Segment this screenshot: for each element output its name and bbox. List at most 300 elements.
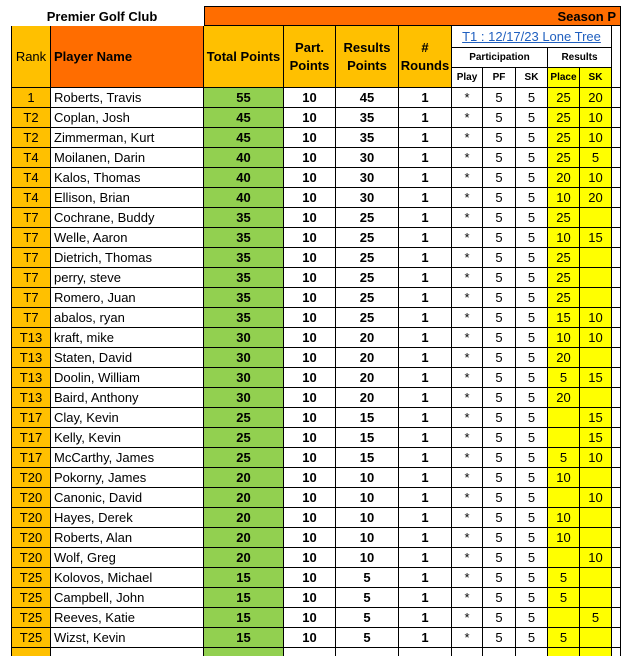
rank-cell: T25 (11, 628, 51, 648)
sk2-cell: 10 (580, 548, 612, 568)
player-name-cell: Hayes, Derek (51, 508, 204, 528)
sk2-cell: 15 (580, 228, 612, 248)
total-points-cell: 20 (204, 548, 284, 568)
rounds-cell: 1 (399, 508, 452, 528)
part-points-cell: 10 (284, 108, 336, 128)
total-points-cell: 35 (204, 208, 284, 228)
blank-edge-cell (612, 248, 621, 268)
total-points-cell: 20 (204, 488, 284, 508)
rounds-cell: 1 (399, 188, 452, 208)
rank-cell: T4 (11, 148, 51, 168)
results-points-cell: 10 (336, 488, 399, 508)
player-name-cell: Reeves, Katie (51, 608, 204, 628)
play-cell: * (452, 468, 483, 488)
part-points-cell: 10 (284, 608, 336, 628)
blank-edge-cell (612, 428, 621, 448)
rank-cell: T17 (11, 408, 51, 428)
part-points-cell: 10 (284, 408, 336, 428)
rank-cell: T25 (11, 588, 51, 608)
total-points-cell: 15 (204, 628, 284, 648)
sk2-cell: 10 (580, 168, 612, 188)
rounds-cell: 1 (399, 608, 452, 628)
total-points-cell: 30 (204, 388, 284, 408)
pf-cell: 5 (483, 468, 516, 488)
total-points-cell: 20 (204, 508, 284, 528)
pf-cell: 5 (483, 148, 516, 168)
results-points-cell: 25 (336, 308, 399, 328)
place-cell: 25 (548, 288, 580, 308)
rank-cell: T4 (11, 168, 51, 188)
results-points-header: Results Points (336, 26, 399, 88)
player-name-header: Player Name (51, 26, 204, 88)
total-points-cell: 30 (204, 328, 284, 348)
blank-edge-cell (612, 388, 621, 408)
rank-cell: T17 (11, 428, 51, 448)
rounds-cell: 1 (399, 528, 452, 548)
sk-cell: 5 (516, 188, 548, 208)
sk-cell: 5 (516, 628, 548, 648)
pf-cell: 5 (483, 208, 516, 228)
total-points-cell: 45 (204, 128, 284, 148)
sk-cell: 5 (516, 548, 548, 568)
sk-cell: 5 (516, 408, 548, 428)
rank-cell: T7 (11, 228, 51, 248)
total-points-cell: 35 (204, 308, 284, 328)
sk2-cell: 20 (580, 88, 612, 108)
rounds-cell: 1 (399, 168, 452, 188)
place-cell (548, 608, 580, 628)
sk-cell: 5 (516, 148, 548, 168)
results-points-cell: 10 (336, 508, 399, 528)
part-points-cell: 10 (284, 368, 336, 388)
results-group-header: Results (548, 48, 612, 68)
results-points-cell: 5 (336, 588, 399, 608)
rank-cell: T13 (11, 388, 51, 408)
rounds-cell: 1 (399, 428, 452, 448)
part-points-header: Part. Points (284, 26, 336, 88)
blank-edge-cell (612, 188, 621, 208)
play-cell: * (452, 528, 483, 548)
blank-edge-cell (612, 128, 621, 148)
cutoff-row-cell (284, 648, 336, 656)
player-name-cell: Kelly, Kevin (51, 428, 204, 448)
sk2-cell: 20 (580, 188, 612, 208)
blank-edge-cell (612, 368, 621, 388)
sk2-cell (580, 528, 612, 548)
total-points-cell: 40 (204, 188, 284, 208)
blank-edge-cell (612, 208, 621, 228)
part-points-cell: 10 (284, 88, 336, 108)
play-cell: * (452, 128, 483, 148)
results-points-cell: 35 (336, 108, 399, 128)
rounds-cell: 1 (399, 148, 452, 168)
part-points-cell: 10 (284, 588, 336, 608)
play-cell: * (452, 628, 483, 648)
total-points-cell: 35 (204, 228, 284, 248)
sk2-cell: 15 (580, 368, 612, 388)
player-name-cell: Roberts, Travis (51, 88, 204, 108)
place-cell: 25 (548, 208, 580, 228)
play-cell: * (452, 208, 483, 228)
player-name-cell: Roberts, Alan (51, 528, 204, 548)
club-title: Premier Golf Club (46, 8, 158, 24)
sk2-cell: 10 (580, 108, 612, 128)
play-cell: * (452, 488, 483, 508)
results-points-cell: 25 (336, 208, 399, 228)
rounds-cell: 1 (399, 128, 452, 148)
place-cell: 5 (548, 628, 580, 648)
rounds-cell: 1 (399, 108, 452, 128)
play-header: Play (452, 68, 483, 88)
results-points-cell: 5 (336, 568, 399, 588)
results-points-cell: 15 (336, 428, 399, 448)
player-name-cell: Welle, Aaron (51, 228, 204, 248)
part-points-cell: 10 (284, 328, 336, 348)
rank-cell: T20 (11, 508, 51, 528)
part-points-cell: 10 (284, 228, 336, 248)
total-points-cell: 40 (204, 168, 284, 188)
results-points-cell: 35 (336, 128, 399, 148)
pf-cell: 5 (483, 428, 516, 448)
sk2-cell: 10 (580, 488, 612, 508)
sk2-cell (580, 468, 612, 488)
place-cell: 5 (548, 588, 580, 608)
rounds-cell: 1 (399, 288, 452, 308)
blank-edge-cell (612, 548, 621, 568)
place-cell (548, 548, 580, 568)
cutoff-row-cell (51, 648, 204, 656)
place-cell: 20 (548, 388, 580, 408)
player-name-cell: Campbell, John (51, 588, 204, 608)
results-points-cell: 10 (336, 468, 399, 488)
part-points-cell: 10 (284, 508, 336, 528)
part-points-cell: 10 (284, 208, 336, 228)
cutoff-row-cell (483, 648, 516, 656)
rounds-cell: 1 (399, 408, 452, 428)
player-name-cell: Staten, David (51, 348, 204, 368)
rank-cell: T7 (11, 288, 51, 308)
play-cell: * (452, 348, 483, 368)
sk2-cell (580, 568, 612, 588)
sk-cell: 5 (516, 108, 548, 128)
rank-cell: T13 (11, 348, 51, 368)
sk-cell: 5 (516, 568, 548, 588)
part-points-cell: 10 (284, 628, 336, 648)
total-points-cell: 55 (204, 88, 284, 108)
rounds-cell: 1 (399, 308, 452, 328)
part-points-cell: 10 (284, 288, 336, 308)
results-points-cell: 5 (336, 628, 399, 648)
sk2-cell: 5 (580, 608, 612, 628)
place-cell: 25 (548, 268, 580, 288)
cutoff-row-cell (399, 648, 452, 656)
sk-cell: 5 (516, 368, 548, 388)
place-cell: 10 (548, 508, 580, 528)
sk-cell: 5 (516, 348, 548, 368)
event-link[interactable]: T1 : 12/17/23 Lone Tree (462, 29, 601, 44)
place-cell: 10 (548, 228, 580, 248)
sk2-cell (580, 588, 612, 608)
play-cell: * (452, 368, 483, 388)
sk2-cell (580, 208, 612, 228)
pf-cell: 5 (483, 488, 516, 508)
blank-edge-cell (612, 168, 621, 188)
results-points-cell: 25 (336, 268, 399, 288)
total-points-cell: 25 (204, 408, 284, 428)
rounds-cell: 1 (399, 208, 452, 228)
player-name-cell: Ellison, Brian (51, 188, 204, 208)
part-points-cell: 10 (284, 188, 336, 208)
player-name-cell: Wizst, Kevin (51, 628, 204, 648)
blank-edge-cell (612, 288, 621, 308)
cutoff-row-cell (580, 648, 612, 656)
player-name-cell: Doolin, William (51, 368, 204, 388)
rank-cell: T20 (11, 488, 51, 508)
results-points-cell: 25 (336, 248, 399, 268)
rounds-cell: 1 (399, 328, 452, 348)
rank-cell: T7 (11, 268, 51, 288)
play-cell: * (452, 608, 483, 628)
blank-edge-cell (612, 568, 621, 588)
rank-cell: T7 (11, 208, 51, 228)
pf-cell: 5 (483, 548, 516, 568)
play-cell: * (452, 108, 483, 128)
pf-cell: 5 (483, 288, 516, 308)
total-points-cell: 45 (204, 108, 284, 128)
part-points-cell: 10 (284, 568, 336, 588)
sk2-cell: 10 (580, 128, 612, 148)
play-cell: * (452, 588, 483, 608)
player-name-cell: McCarthy, James (51, 448, 204, 468)
play-cell: * (452, 308, 483, 328)
total-points-cell: 15 (204, 608, 284, 628)
pf-cell: 5 (483, 268, 516, 288)
place-header: Place (548, 68, 580, 88)
rounds-cell: 1 (399, 248, 452, 268)
rank-cell: T20 (11, 528, 51, 548)
sk2-cell (580, 628, 612, 648)
place-cell: 10 (548, 188, 580, 208)
part-points-cell: 10 (284, 468, 336, 488)
sk-cell: 5 (516, 588, 548, 608)
results-points-cell: 20 (336, 328, 399, 348)
place-cell (548, 488, 580, 508)
rank-cell: T7 (11, 308, 51, 328)
rounds-cell: 1 (399, 368, 452, 388)
rank-cell: T7 (11, 248, 51, 268)
place-cell (548, 428, 580, 448)
pf-cell: 5 (483, 368, 516, 388)
blank-edge-cell (612, 348, 621, 368)
total-points-cell: 35 (204, 248, 284, 268)
cutoff-row-cell (452, 648, 483, 656)
total-points-cell: 15 (204, 568, 284, 588)
player-name-cell: Zimmerman, Kurt (51, 128, 204, 148)
results-points-cell: 20 (336, 388, 399, 408)
cutoff-row-cell (336, 648, 399, 656)
cutoff-row-cell (11, 648, 51, 656)
pf-cell: 5 (483, 228, 516, 248)
pf-cell: 5 (483, 608, 516, 628)
blank-edge-cell (612, 108, 621, 128)
total-points-cell: 30 (204, 348, 284, 368)
sk2-cell: 10 (580, 328, 612, 348)
sk-cell: 5 (516, 328, 548, 348)
sk2-header: SK (580, 68, 612, 88)
place-cell: 20 (548, 168, 580, 188)
place-cell: 5 (548, 568, 580, 588)
pf-cell: 5 (483, 308, 516, 328)
results-points-cell: 20 (336, 348, 399, 368)
blank-edge-cell (612, 508, 621, 528)
results-points-cell: 30 (336, 148, 399, 168)
results-points-cell: 30 (336, 168, 399, 188)
participation-header: Participation (452, 48, 548, 68)
play-cell: * (452, 388, 483, 408)
sk2-cell (580, 348, 612, 368)
results-points-cell: 25 (336, 288, 399, 308)
player-name-cell: kraft, mike (51, 328, 204, 348)
play-cell: * (452, 408, 483, 428)
player-name-cell: Baird, Anthony (51, 388, 204, 408)
cutoff-row-cell (204, 648, 284, 656)
sk2-cell (580, 268, 612, 288)
sk2-cell: 15 (580, 428, 612, 448)
rounds-cell: 1 (399, 88, 452, 108)
rank-cell: T17 (11, 448, 51, 468)
sk-cell: 5 (516, 608, 548, 628)
part-points-cell: 10 (284, 388, 336, 408)
total-points-header: Total Points (204, 26, 284, 88)
blank-edge-cell (612, 468, 621, 488)
sk-cell: 5 (516, 88, 548, 108)
play-cell: * (452, 548, 483, 568)
player-name-cell: Wolf, Greg (51, 548, 204, 568)
season-header: Season P (204, 6, 621, 26)
part-points-cell: 10 (284, 168, 336, 188)
total-points-cell: 25 (204, 448, 284, 468)
sk2-cell: 10 (580, 308, 612, 328)
sk2-cell (580, 388, 612, 408)
pf-cell: 5 (483, 508, 516, 528)
place-cell: 5 (548, 448, 580, 468)
part-points-cell: 10 (284, 268, 336, 288)
player-name-cell: perry, steve (51, 268, 204, 288)
results-points-cell: 15 (336, 408, 399, 428)
sk-cell: 5 (516, 208, 548, 228)
rank-cell: T25 (11, 568, 51, 588)
part-points-cell: 10 (284, 488, 336, 508)
results-points-cell: 25 (336, 228, 399, 248)
sk-cell: 5 (516, 528, 548, 548)
pf-cell: 5 (483, 88, 516, 108)
player-name-cell: Coplan, Josh (51, 108, 204, 128)
sk-cell: 5 (516, 508, 548, 528)
blank-edge-cell (612, 448, 621, 468)
rank-cell: T13 (11, 328, 51, 348)
play-cell: * (452, 148, 483, 168)
results-points-cell: 10 (336, 528, 399, 548)
blank-edge-cell (612, 88, 621, 108)
part-points-cell: 10 (284, 308, 336, 328)
rounds-cell: 1 (399, 588, 452, 608)
pf-cell: 5 (483, 348, 516, 368)
rounds-cell: 1 (399, 268, 452, 288)
total-points-cell: 30 (204, 368, 284, 388)
blank-header-edge (612, 26, 621, 88)
player-name-cell: Canonic, David (51, 488, 204, 508)
blank-edge-cell (612, 328, 621, 348)
sk-header: SK (516, 68, 548, 88)
results-points-cell: 20 (336, 368, 399, 388)
blank-edge-cell (612, 628, 621, 648)
total-points-cell: 35 (204, 288, 284, 308)
part-points-cell: 10 (284, 528, 336, 548)
play-cell: * (452, 168, 483, 188)
blank-edge-cell (612, 588, 621, 608)
play-cell: * (452, 248, 483, 268)
part-points-cell: 10 (284, 348, 336, 368)
player-name-cell: Dietrich, Thomas (51, 248, 204, 268)
cutoff-row-cell (516, 648, 548, 656)
sk2-cell: 5 (580, 148, 612, 168)
total-points-cell: 20 (204, 468, 284, 488)
blank-edge-cell (612, 308, 621, 328)
results-points-cell: 45 (336, 88, 399, 108)
place-cell: 10 (548, 528, 580, 548)
rounds-cell: 1 (399, 568, 452, 588)
total-points-cell: 15 (204, 588, 284, 608)
pf-cell: 5 (483, 248, 516, 268)
sk-cell: 5 (516, 448, 548, 468)
player-name-cell: Clay, Kevin (51, 408, 204, 428)
play-cell: * (452, 568, 483, 588)
place-cell: 25 (548, 108, 580, 128)
rounds-cell: 1 (399, 468, 452, 488)
rounds-cell: 1 (399, 628, 452, 648)
rank-cell: T2 (11, 108, 51, 128)
part-points-cell: 10 (284, 428, 336, 448)
pf-cell: 5 (483, 108, 516, 128)
rounds-cell: 1 (399, 448, 452, 468)
play-cell: * (452, 288, 483, 308)
place-cell: 20 (548, 348, 580, 368)
rounds-cell: 1 (399, 548, 452, 568)
play-cell: * (452, 228, 483, 248)
sk-cell: 5 (516, 128, 548, 148)
sk2-cell (580, 288, 612, 308)
sk-cell: 5 (516, 308, 548, 328)
blank-edge-cell (612, 528, 621, 548)
sk-cell: 5 (516, 228, 548, 248)
pf-cell: 5 (483, 388, 516, 408)
play-cell: * (452, 448, 483, 468)
results-points-cell: 15 (336, 448, 399, 468)
play-cell: * (452, 188, 483, 208)
place-cell: 15 (548, 308, 580, 328)
place-cell: 25 (548, 248, 580, 268)
blank-edge-cell (612, 148, 621, 168)
rounds-cell: 1 (399, 388, 452, 408)
part-points-cell: 10 (284, 148, 336, 168)
place-cell: 25 (548, 88, 580, 108)
rank-cell: T25 (11, 608, 51, 628)
total-points-cell: 25 (204, 428, 284, 448)
player-name-cell: Moilanen, Darin (51, 148, 204, 168)
sk-cell: 5 (516, 168, 548, 188)
player-name-cell: Pokorny, James (51, 468, 204, 488)
sk-cell: 5 (516, 388, 548, 408)
